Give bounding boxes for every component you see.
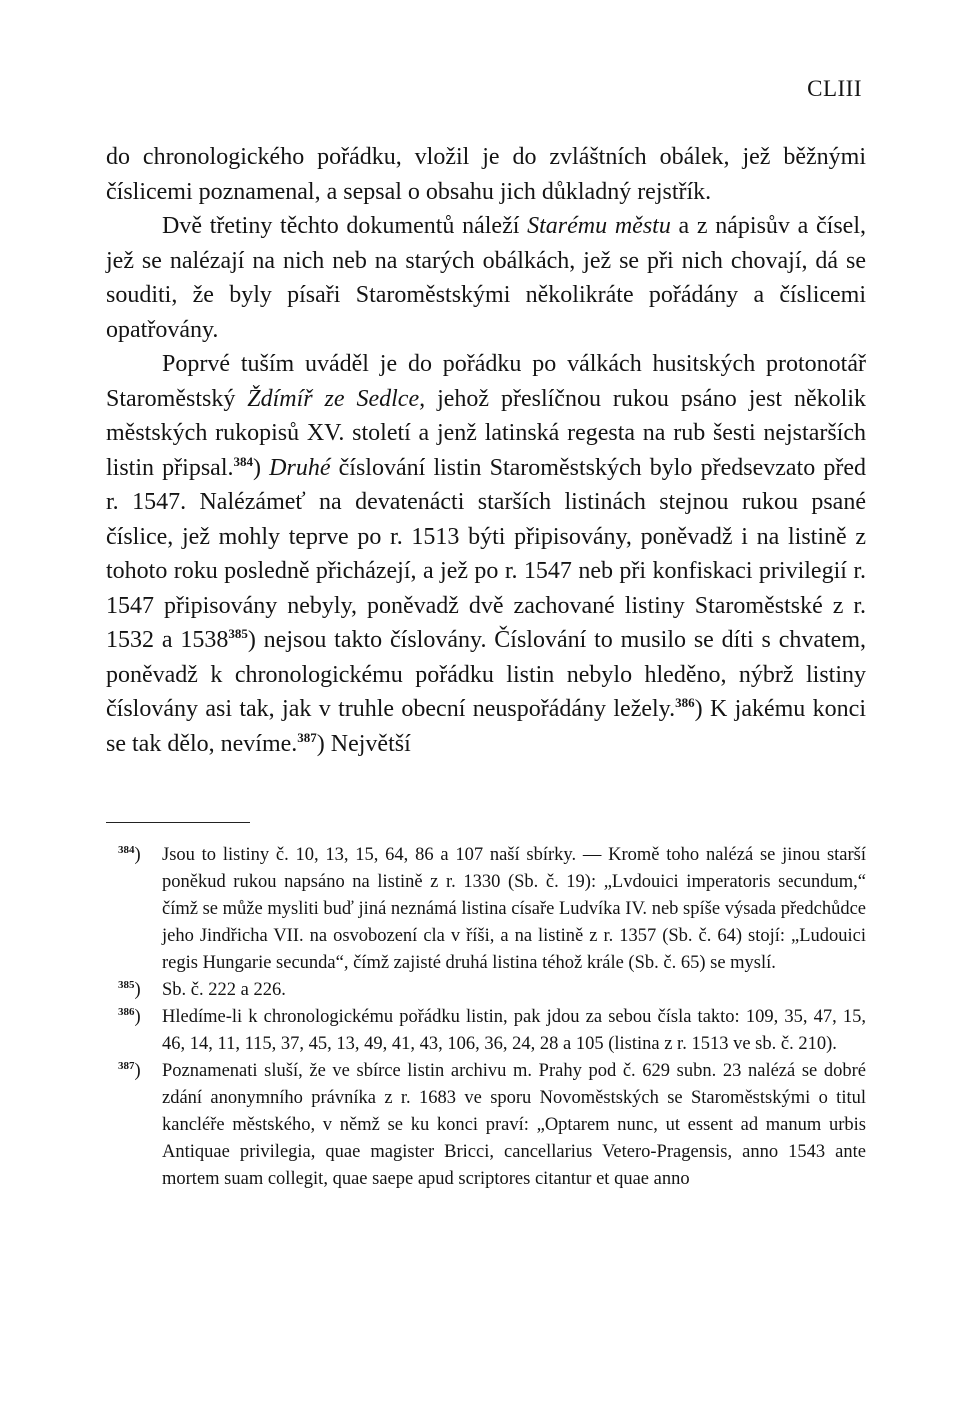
footnote-mark-number: 387 — [118, 1059, 135, 1072]
footnote-mark: $^{387}$) — [118, 1059, 141, 1081]
footnote-mark: $^{386}$) — [118, 1005, 141, 1027]
footnote-ref-386[interactable]: 386 — [675, 695, 695, 710]
footnote-ref-387[interactable]: 387 — [297, 729, 317, 745]
footnote-mark-number: 385 — [118, 978, 135, 991]
page-number: CLIII — [807, 76, 862, 101]
footnote-386 — [106, 1004, 866, 1058]
paragraph-3-text-g: ) Největší — [316, 730, 411, 757]
paragraph-3-italic-druhe: Druhé — [269, 454, 331, 481]
paragraph-3-text-b: jehož přeslíčnou rukou psáno jest několik městských rukopisů XV. století a jenž latinská regesta na rub šesti nejstarších listin připsal. — [106, 385, 866, 481]
footnote-mark-number: 384 — [118, 843, 135, 856]
paragraph-1: do chronologického pořádku, vložil je do zvláštních obálek, jež běžnými číslicemi poznamenal, a sepsal o obsahu jich důkladný rejstřík. — [106, 144, 866, 205]
main-text — [106, 140, 866, 761]
footnote-384 — [106, 842, 866, 977]
paragraph-3-text-f: ) K jakému konci se tak dělo, nevíme. — [106, 696, 866, 757]
paragraph-2-italic: Starému městu — [527, 213, 671, 239]
paragraph-3 — [106, 347, 866, 761]
paragraph-2-text-a: Dvě třetiny těchto dokumentů náleží — [162, 213, 528, 239]
footnote-text: Jsou to listiny č. 10, 13, 15, 64, 86 a 107 naší sbírky. — Kromě toho nalézá se jinou starší poněkud rukou napsáno na listině z r. 1330 (Sb. č. 19): „Lvdouici imperatoris secundum,“ čímž se může mysliti buď jiná neznámá listina císaře Ludvíka IV. neb spíše výsada předchůdce jeho Jindřicha VII. na osvobození cla v říši, a na listině z r. 1357 (Sb. č. 64) stojí: „Ludouici regis Hungarie secunda“, čímž zajisté druhá listina téhož krále (Sb. č. 65) se myslí. — [162, 845, 866, 973]
paragraph-3-text-a: Poprvé tuším uváděl je do pořádku po válkách husitských protonotář Staroměstský — [106, 351, 866, 412]
paragraph-3-text-c: ) — [253, 454, 270, 481]
paragraph-3-italic-name: Ždímíř ze Sedlce, — [247, 385, 426, 412]
footnote-ref-384[interactable]: 384 — [233, 453, 253, 469]
footnotes — [106, 842, 866, 1193]
footnote-387 — [106, 1058, 866, 1193]
footnote-text: Hledíme-li k chronologickému pořádku listin, pak jdou za sebou čísla takto: 109, 35, 47, 15, 46, 14, 11, 115, 37, 45, 13, 49, 41, 43, 106, 36, 24, 28 a 105 (listina z r. 1513 ve sb. č. 210). — [162, 1007, 866, 1054]
footnote-text: Sb. č. 222 a 226. — [162, 980, 286, 1000]
paragraph-3-text-e: ) nejsou takto číslovány. Číslování to musilo se díti s chvatem, poněvadž k chronologickému pořádku listin nebylo hleděno, nýbrž listiny číslovány asi tak, jak v truhle obecní neuspořádány ležely. — [106, 627, 866, 722]
paragraph-2-text-b: a z nápisův a čísel, jež se nalézají na nich neb na starých obálkách, jež se při nich chovají, dá se souditi, že byly písaři Staroměstskými několikráte pořádány a číslicemi opatřovány. — [106, 213, 866, 343]
footnote-separator — [106, 822, 250, 823]
footnote-385 — [106, 977, 866, 1004]
paragraph-2 — [106, 209, 866, 347]
paragraph-3-text-d: číslování listin Staroměstských bylo předsevzato před r. 1547. Nalézámeť na devatenácti starších listinách stejnou rukou psané číslice, jež mohly teprve po r. 1513 býti připisovány, poněvadž i na listině z tohoto roku posledně přicházejí, a jež po r. 1547 neb při konfiskaci privilegií r. 1547 připisovány nebyly, poněvadž dvě zachované listiny Staroměstské z r. 1532 a 1538 — [106, 454, 866, 653]
footnote-text: Poznamenati sluší, že ve sbírce listin archivu m. Prahy pod č. 629 subn. 23 nalézá se dobré zdání anonymního právníka z r. 1683 ve sporu Novoměstských se Staroměstskými o titul kancléře městského, v němž se ku konci praví: „Optarem nunc, ut essent ad manum urbis Antiquae privilegia, quae magister Bricci, cancellarius Vetero-Pragensis, anno 1543 ante mortem suam collegit, quae saepe apud scriptores citantur et quae anno — [162, 1061, 866, 1189]
footnote-mark: $^{384}$) — [118, 843, 141, 865]
footnote-mark-number: 386 — [118, 1005, 135, 1018]
footnote-ref-385[interactable]: 385 — [228, 626, 248, 641]
footnote-mark: $^{385}$) — [118, 978, 141, 1000]
